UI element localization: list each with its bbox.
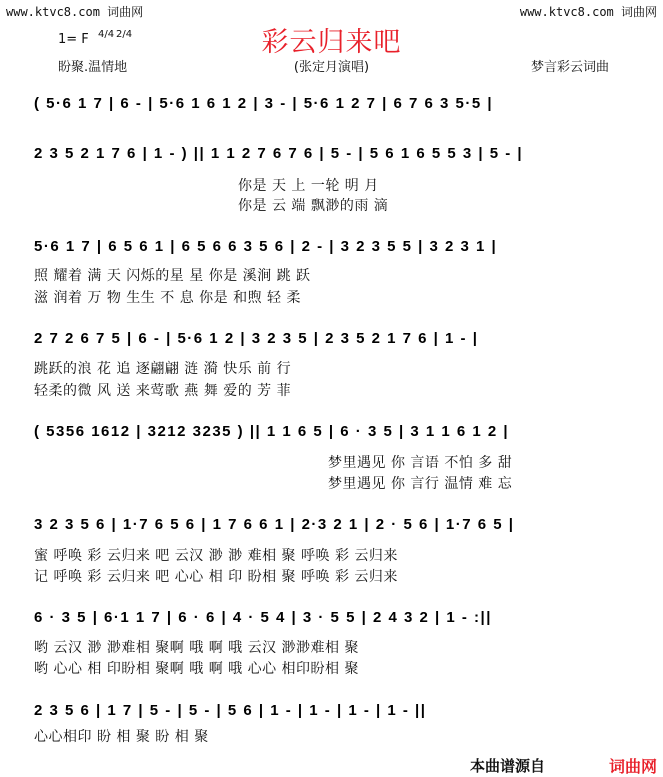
song-title: 彩云归来吧 bbox=[261, 27, 402, 58]
source-note: 本曲谱源自 bbox=[469, 757, 545, 775]
lyrics-line-6a: 蜜 呼唤 彩 云归来 吧 云汉 渺 渺 难相 聚 呼唤 彩 云归来 bbox=[34, 548, 398, 564]
lyrics-line-2a: 你是 天 上 一轮 明 月 bbox=[238, 178, 379, 194]
time-signature-2: 2/4 bbox=[116, 29, 133, 40]
performer: (张定月演唱) bbox=[293, 60, 370, 75]
lyrics-line-4a: 跳跃的浪 花 追 逐翩翩 涟 漪 快乐 前 行 bbox=[34, 361, 292, 377]
site-url-left: www.ktvc8.com 词曲网 bbox=[6, 5, 144, 19]
credits: 梦言彩云词曲 bbox=[530, 60, 609, 75]
lyrics-line-7b: 哟 心心 相 印盼相 聚啊 哦 啊 哦 心心 相印盼相 聚 bbox=[34, 661, 360, 677]
time-signature-1: 4/4 bbox=[98, 29, 115, 40]
site-logo: 词曲网 bbox=[608, 757, 657, 776]
notation-line-6: 3 2 3 5 6 | 1·7 6 5 6 | 1 7 6 6 1 | 2·3 2 1 | 2 · 5 6 | 1·7 6 5 | bbox=[34, 516, 515, 533]
notation-line-8: 2 3 5 6 | 1 7 | 5 - | 5 - | 5 6 | 1 - | 1 - | 1 - | 1 - || bbox=[34, 702, 427, 719]
notation-line-5: ( 5356 1612 | 3212 3235 ) || 1 1 6 5 | 6 · 3 5 | 3 1 1 6 1 2 | bbox=[34, 423, 510, 440]
lyrics-line-3b: 滋 润着 万 物 生生 不 息 你是 和煦 轻 柔 bbox=[34, 290, 302, 306]
notation-line-1: ( 5·6 1 7 | 6 - | 5·6 1 6 1 2 | 3 - | 5·6 1 2 7 | 6 7 6 3 5·5 | bbox=[34, 95, 494, 112]
lyrics-line-5a: 梦里遇见 你 言语 不怕 多 甜 bbox=[328, 455, 513, 471]
lyrics-line-5b: 梦里遇见 你 言行 温情 难 忘 bbox=[328, 476, 513, 492]
lyrics-line-4b: 轻柔的微 风 送 来莺歌 燕 舞 爱的 芳 菲 bbox=[34, 383, 292, 399]
lyrics-line-7a: 哟 云汉 渺 渺难相 聚啊 哦 啊 哦 云汉 渺渺难相 聚 bbox=[34, 640, 360, 656]
lyrics-line-6b: 记 呼唤 彩 云归来 吧 心心 相 印 盼相 聚 呼唤 彩 云归来 bbox=[34, 569, 398, 585]
notation-line-4: 2 7 2 6 7 5 | 6 - | 5·6 1 2 | 3 2 3 5 | 2 3 5 2 1 7 6 | 1 - | bbox=[34, 330, 479, 347]
site-url-right: www.ktvc8.com 词曲网 bbox=[519, 5, 657, 19]
lyrics-line-8a: 心心相印 盼 相 聚 盼 相 聚 bbox=[34, 729, 209, 745]
lyrics-line-3a: 照 耀着 满 天 闪烁的星 星 你是 溪涧 跳 跃 bbox=[34, 268, 311, 284]
notation-line-7: 6 · 3 5 | 6·1 1 7 | 6 · 6 | 4 · 5 4 | 3 · 5 5 | 2 4 3 2 | 1 - :|| bbox=[34, 609, 492, 626]
key-signature: 1= F bbox=[58, 32, 89, 47]
lyrics-line-2b: 你是 云 端 飘渺的雨 滴 bbox=[238, 198, 389, 214]
notation-line-2: 2 3 5 2 1 7 6 | 1 - ) || 1 1 2 7 6 7 6 | 5 - | 5 6 1 6 5 5 3 | 5 - | bbox=[34, 145, 524, 162]
tempo-mark: 盼聚.温情地 bbox=[58, 60, 128, 75]
notation-line-3: 5·6 1 7 | 6 5 6 1 | 6 5 6 6 3 5 6 | 2 - | 3 2 3 5 5 | 3 2 3 1 | bbox=[34, 238, 498, 255]
